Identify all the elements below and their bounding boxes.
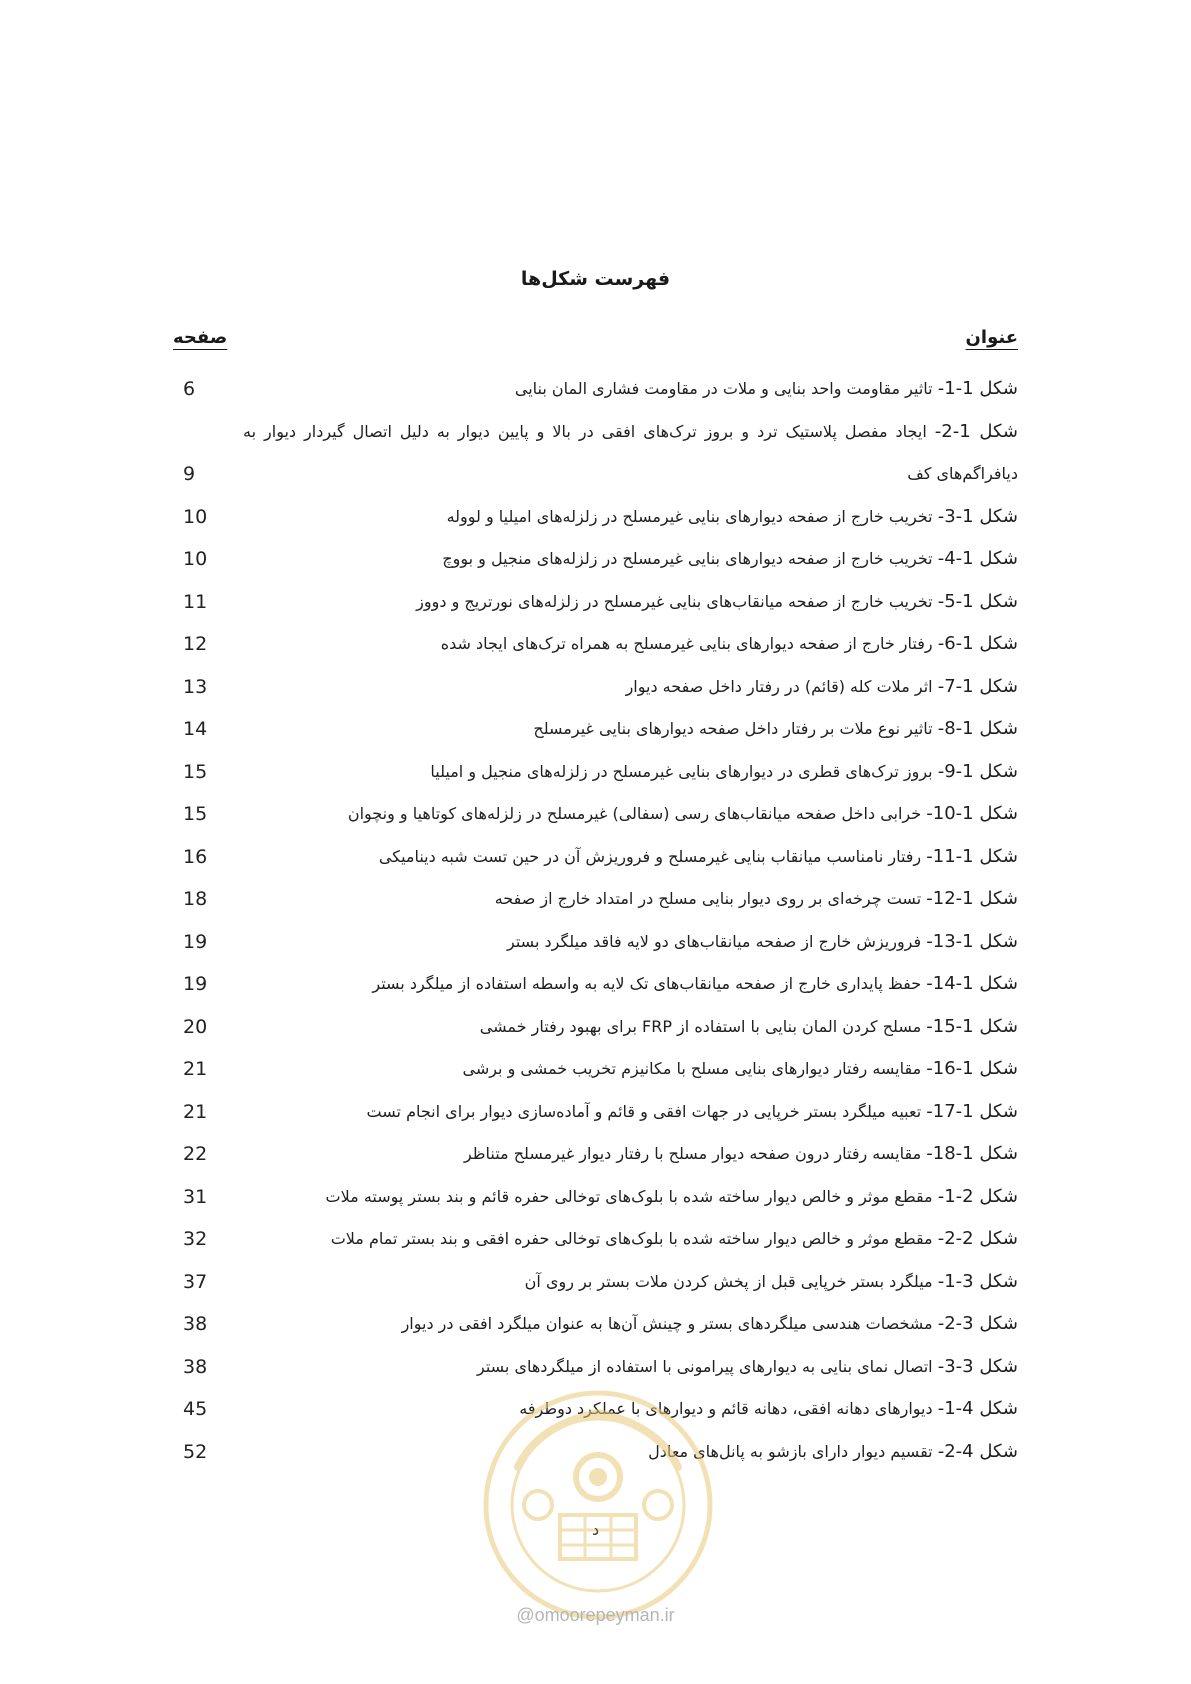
list-item <box>173 708 1018 751</box>
page-number: 14 <box>183 718 208 740</box>
list-item <box>173 581 1018 624</box>
list-item <box>173 921 1018 964</box>
figure-label: شکل 4-1- <box>937 1398 1018 1419</box>
figure-caption: مقطع موثر و خالص دیوار ساخته شده با بلوک‌های توخالی حفره افقی و بند بستر تمام ملات <box>330 1229 933 1248</box>
title-column-header: عنوان <box>965 327 1018 348</box>
figure-label: شکل 1-12- <box>926 888 1018 909</box>
figure-entry <box>243 1006 1018 1049</box>
page-number: 13 <box>183 675 208 698</box>
list-item <box>173 1133 1018 1176</box>
page-number: 38 <box>183 1313 208 1335</box>
figure-entry <box>243 368 1018 411</box>
figure-label: شکل 2-2- <box>937 1228 1018 1249</box>
figure-entry <box>243 1133 1018 1176</box>
figure-label: شکل 4-2- <box>937 1440 1018 1462</box>
figure-entry <box>243 496 1018 539</box>
figure-entry <box>243 963 1018 1006</box>
figure-entry <box>243 1048 1018 1091</box>
figure-caption: تخریب خارج از صفحه دیوارهای بنایی غیرمسلح در زلزله‌های امیلیا و لووله <box>446 506 933 526</box>
figure-label: شکل 3-1- <box>937 1270 1018 1292</box>
figure-caption: اثر ملات کله (قائم) در رفتار داخل صفحه دیوار <box>625 676 933 696</box>
list-item <box>173 623 1018 666</box>
list-item <box>173 1176 1018 1219</box>
page-number: 16 <box>183 845 208 868</box>
page-number: 6 <box>183 378 196 400</box>
page-number: 15 <box>183 803 208 825</box>
figure-caption: مسلح کردن المان بنایی با استفاده از FRP برای بهبود رفتار خمشی <box>479 1016 922 1036</box>
figure-entry <box>243 878 1018 921</box>
figure-caption: حفظ پایداری خارج از صفحه میانقاب‌های تک لایه به واسطه استفاده از میلگرد بستر <box>372 974 922 993</box>
page-number: 15 <box>183 760 208 783</box>
figure-entry <box>243 581 1018 624</box>
figure-label: شکل 1-5- <box>937 590 1018 612</box>
figure-list <box>173 368 1018 1473</box>
figure-label: شکل 3-3- <box>937 1355 1018 1377</box>
page-number: 12 <box>183 633 208 655</box>
list-item <box>173 538 1018 581</box>
list-item <box>173 793 1018 836</box>
figure-caption: تقسیم دیوار دارای بازشو به پانل‌های معادل <box>648 1441 933 1461</box>
list-item <box>173 666 1018 709</box>
figure-entry <box>243 921 1018 964</box>
figure-caption: تاثیر مقاومت واحد بنایی و ملات در مقاومت فشاری المان بنایی <box>514 379 933 398</box>
figure-caption: تعبیه میلگرد بستر خرپایی در جهات افقی و قائم و آماده‌سازی دیوار برای انجام تست <box>366 1101 922 1121</box>
page-column-header: صفحه <box>173 327 228 348</box>
figure-caption: اتصال نمای بنایی به دیوارهای پیرامونی با استفاده از میلگردهای بستر <box>477 1356 933 1376</box>
figure-caption: بروز ترک‌های قطری در دیوارهای بنایی غیرمسلح در زلزله‌های منجیل و امیلیا <box>430 761 933 781</box>
figure-label: شکل 2-1- <box>937 1185 1018 1207</box>
list-item <box>173 836 1018 879</box>
list-item <box>173 1261 1018 1304</box>
figure-caption: ایجاد مفصل پلاستیک ترد و بروز ترک‌های افقی در بالا و پایین دیوار به دلیل اتصال گیردار دیوار به دیافراگم‌های کف <box>243 421 1018 483</box>
figure-caption: تست چرخه‌ای بر روی دیوار بنایی مسلح در امتداد خارج از صفحه <box>494 889 922 908</box>
list-item <box>173 1048 1018 1091</box>
list-item <box>173 751 1018 794</box>
figure-label: شکل 1-17- <box>926 1100 1018 1122</box>
figure-caption: رفتار نامناسب میانقاب بنایی غیرمسلح و فروریزش آن در حین تست شبه دینامیکی <box>378 846 922 866</box>
page-number: 18 <box>183 888 208 910</box>
page-number: 19 <box>183 973 208 995</box>
figure-entry <box>243 1091 1018 1134</box>
figure-label: شکل 1-18- <box>926 1143 1018 1164</box>
page-number: 37 <box>183 1270 208 1293</box>
figure-caption: رفتار خارج از صفحه دیوارهای بنایی غیرمسلح به همراه ترک‌های ایجاد شده <box>440 634 933 653</box>
publisher-seal-icon <box>478 1385 718 1625</box>
figure-caption: دیوارهای دهانه افقی، دهانه قائم و دیوارهای با عملکرد دوطرفه <box>519 1399 933 1418</box>
figure-caption: مقایسه رفتار درون صفحه دیوار مسلح با رفتار دیوار غیرمسلح متناظر <box>463 1144 922 1163</box>
list-item <box>173 1303 1018 1346</box>
list-item <box>173 496 1018 539</box>
figure-entry <box>243 836 1018 879</box>
figure-caption: مقایسه رفتار دیوارهای بنایی مسلح با مکانیزم تخریب خمشی و برشی <box>462 1059 922 1078</box>
list-item <box>173 1346 1018 1389</box>
figure-label: شکل 1-13- <box>926 930 1018 952</box>
figure-entry <box>243 1261 1018 1304</box>
figure-entry <box>243 538 1018 581</box>
figure-caption: مقطع موثر و خالص دیوار ساخته شده با بلوک‌های توخالی حفره قائم و بند بستر پوسته ملات <box>325 1186 933 1206</box>
figure-entry <box>243 411 1018 496</box>
list-item <box>173 368 1018 411</box>
watermark-text: @omoorepeyman.ir <box>516 1605 675 1625</box>
figure-caption: خرابی داخل صفحه میانقاب‌های رسی (سفالی) غیرمسلح در زلزله‌های کوتاهیا و ونچوان <box>347 804 922 823</box>
figure-entry <box>243 1346 1018 1389</box>
list-item <box>173 963 1018 1006</box>
list-item <box>173 878 1018 921</box>
figure-label: شکل 1-6- <box>937 633 1018 654</box>
list-item <box>173 1091 1018 1134</box>
figure-entry <box>243 623 1018 666</box>
figure-label: شکل 3-2- <box>937 1313 1018 1334</box>
figure-entry <box>243 666 1018 709</box>
figure-label: شکل 1-8- <box>937 718 1018 739</box>
figure-label: شکل 1-2- <box>934 420 1018 442</box>
figure-caption: تاثیر نوع ملات بر رفتار داخل صفحه دیوارهای بنایی غیرمسلح <box>533 719 933 738</box>
page-number: 19 <box>183 930 208 953</box>
page-number: 9 <box>183 463 196 485</box>
figure-caption: مشخصات هندسی میلگردهای بستر و چینش آن‌ها به عنوان میلگرد افقی در دیوار <box>401 1314 933 1333</box>
page-number: 21 <box>183 1058 208 1080</box>
page-number: 31 <box>183 1185 208 1208</box>
figure-label: شکل 1-10- <box>926 803 1018 824</box>
page-number: 45 <box>183 1398 208 1420</box>
figure-label: شکل 1-1- <box>937 378 1018 399</box>
figure-label: شکل 1-11- <box>926 845 1018 867</box>
figure-label: شکل 1-7- <box>937 675 1018 697</box>
list-item <box>173 1218 1018 1261</box>
page-title: فهرست شکل‌ها <box>520 268 671 290</box>
figure-label: شکل 1-15- <box>926 1015 1018 1037</box>
figure-label: شکل 1-9- <box>937 760 1018 782</box>
page-number: 10 <box>183 548 208 570</box>
figure-label: شکل 1-4- <box>937 548 1018 569</box>
figure-entry <box>243 1218 1018 1261</box>
figure-caption: تخریب خارج از صفحه میانقاب‌های بنایی غیرمسلح در زلزله‌های نورتریج و دووز <box>416 591 933 611</box>
figure-entry <box>243 751 1018 794</box>
page-number: 22 <box>183 1143 208 1165</box>
figure-label: شکل 1-16- <box>926 1058 1018 1079</box>
list-item <box>173 411 1018 496</box>
page-number: 32 <box>183 1228 208 1250</box>
list-item <box>173 1006 1018 1049</box>
figure-entry <box>243 793 1018 836</box>
page-number: 52 <box>183 1440 208 1463</box>
page-number: 10 <box>183 505 208 528</box>
figure-caption: تخریب خارج از صفحه دیوارهای بنایی غیرمسلح در زلزله‌های منجیل و بووچ <box>442 549 933 568</box>
page-number: 20 <box>183 1015 208 1038</box>
page-number: 11 <box>183 590 208 613</box>
page-number: 21 <box>183 1100 208 1123</box>
figure-label: شکل 1-3- <box>937 505 1018 527</box>
figure-entry <box>243 708 1018 751</box>
figure-caption: میلگرد بستر خرپایی قبل از پخش کردن ملات بستر بر روی آن <box>524 1271 933 1291</box>
page-folio: د <box>591 1520 600 1539</box>
figure-entry <box>243 1303 1018 1346</box>
figure-entry <box>243 1176 1018 1219</box>
figure-caption: فروریزش خارج از صفحه میانقاب‌های دو لایه فاقد میلگرد بستر <box>507 931 922 951</box>
figure-label: شکل 1-14- <box>926 973 1018 994</box>
page-number: 38 <box>183 1355 208 1378</box>
